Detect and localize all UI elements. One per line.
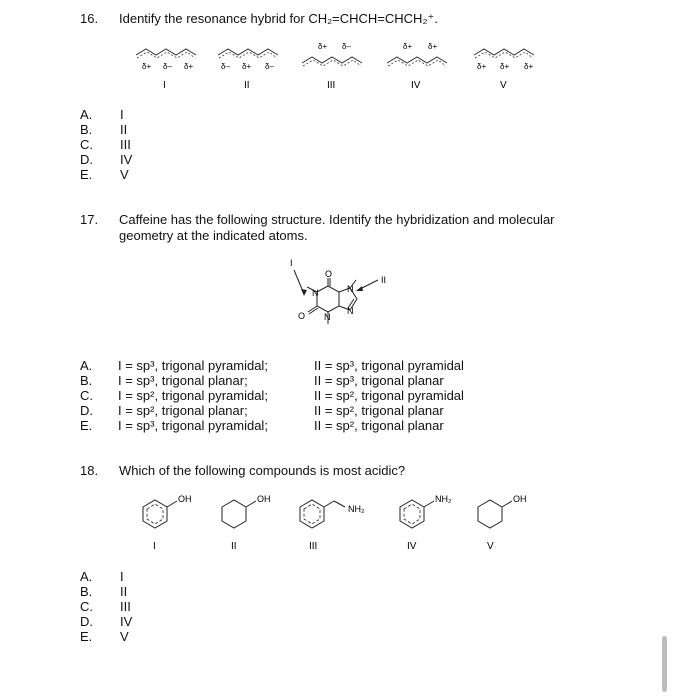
atom-n4: N xyxy=(347,306,354,316)
option-text: I xyxy=(120,107,124,122)
q18-options xyxy=(80,569,132,644)
option-col1: I = sp³, trigonal planar; xyxy=(118,373,248,388)
structure-1 xyxy=(136,49,196,91)
group-label: OH xyxy=(513,494,527,504)
structure-2 xyxy=(218,49,278,91)
delta-label: δ+ xyxy=(142,62,152,71)
compound-label: III xyxy=(309,541,318,552)
structure-label: III xyxy=(327,80,336,91)
option-text: II xyxy=(120,584,128,599)
option-letter: E. xyxy=(80,629,93,644)
arrow-label-2: II xyxy=(381,275,387,285)
option-letter: D. xyxy=(80,614,93,629)
q16-resonance-structures xyxy=(0,35,673,95)
q18-number: 18. xyxy=(80,463,99,478)
delta-label: δ+ xyxy=(428,42,438,51)
q18-compounds xyxy=(0,485,673,560)
option-letter: E. xyxy=(80,167,93,182)
compound-label: I xyxy=(153,541,156,552)
option-e[interactable] xyxy=(80,167,132,182)
compound-1 xyxy=(143,494,192,552)
atom-o-top: O xyxy=(325,269,333,279)
group-label: NH₂ xyxy=(348,504,365,514)
delta-label: δ+ xyxy=(318,42,328,51)
option-letter: D. xyxy=(80,403,93,418)
option-col2: II = sp³, trigonal pyramidal xyxy=(314,358,464,373)
option-col2: II = sp², trigonal pyramidal xyxy=(314,388,464,403)
atom-n1: N xyxy=(312,288,319,298)
option-d[interactable] xyxy=(80,614,132,629)
option-text: IV xyxy=(120,614,133,629)
option-col2: II = sp², trigonal planar xyxy=(314,403,444,418)
option-col2: II = sp³, trigonal planar xyxy=(314,373,444,388)
delta-label: δ– xyxy=(342,42,351,51)
structure-label: II xyxy=(244,80,250,91)
q16-options xyxy=(80,107,132,182)
option-col1: I = sp², trigonal pyramidal; xyxy=(118,388,268,403)
q17-number: 17. xyxy=(80,212,99,227)
option-letter: E. xyxy=(80,418,93,433)
option-letter: B. xyxy=(80,373,93,388)
caffeine-structure xyxy=(270,252,410,357)
option-c[interactable] xyxy=(80,599,132,614)
option-text: V xyxy=(120,167,129,182)
option-letter: A. xyxy=(80,569,93,584)
delta-label: δ+ xyxy=(403,42,413,51)
structure-label: V xyxy=(500,80,507,91)
option-b[interactable] xyxy=(80,373,464,388)
compound-label: V xyxy=(487,541,494,552)
option-c[interactable] xyxy=(80,137,132,152)
scrollbar-thumb[interactable] xyxy=(662,636,667,692)
option-text: IV xyxy=(120,152,133,167)
delta-label: δ+ xyxy=(184,62,194,71)
option-d[interactable] xyxy=(80,152,132,167)
structure-5 xyxy=(474,49,534,91)
compound-label: IV xyxy=(407,541,417,552)
delta-label: δ+ xyxy=(500,62,510,71)
option-col1: I = sp², trigonal planar; xyxy=(118,403,248,418)
atom-n3: N xyxy=(347,284,354,294)
compound-5 xyxy=(478,494,527,552)
delta-label: δ– xyxy=(265,62,274,71)
option-b[interactable] xyxy=(80,584,132,599)
delta-label: δ+ xyxy=(524,62,534,71)
option-a[interactable] xyxy=(80,569,132,584)
structure-label: I xyxy=(163,80,166,91)
option-text: V xyxy=(120,629,129,644)
atom-n2: N xyxy=(324,312,331,322)
q17-prompt xyxy=(119,212,599,244)
q18-prompt: Which of the following compounds is most acidic? xyxy=(119,463,406,478)
q17-prompt-line1: Caffeine has the following structure. Identify the hybridization and molecular xyxy=(119,212,555,227)
q16-number: 16. xyxy=(80,11,99,26)
delta-label: δ+ xyxy=(477,62,487,71)
group-label: OH xyxy=(178,494,192,504)
option-letter: C. xyxy=(80,388,93,403)
option-letter: B. xyxy=(80,584,93,599)
option-a[interactable] xyxy=(80,358,464,373)
arrow-label-1: I xyxy=(290,258,293,268)
option-text: III xyxy=(120,599,131,614)
option-letter: D. xyxy=(80,152,93,167)
q17-options xyxy=(80,358,464,433)
delta-label: δ+ xyxy=(242,62,252,71)
option-letter: B. xyxy=(80,122,93,137)
structure-3 xyxy=(302,42,362,91)
q17-prompt-line2: geometry at the indicated atoms. xyxy=(119,228,308,243)
option-col1: I = sp³, trigonal pyramidal; xyxy=(118,358,268,373)
option-e[interactable] xyxy=(80,629,132,644)
option-letter: A. xyxy=(80,107,93,122)
q16-prompt: Identify the resonance hybrid for CH₂=CHCH=CHCH₂⁺. xyxy=(119,11,438,26)
option-letter: A. xyxy=(80,358,93,373)
option-letter: C. xyxy=(80,137,93,152)
option-text: III xyxy=(120,137,131,152)
compound-label: II xyxy=(231,541,237,552)
delta-label: δ– xyxy=(163,62,172,71)
option-col1: I = sp³, trigonal pyramidal; xyxy=(118,418,268,433)
option-col2: II = sp², trigonal planar xyxy=(314,418,444,433)
option-text: I xyxy=(120,569,124,584)
option-b[interactable] xyxy=(80,122,132,137)
structure-4 xyxy=(387,42,447,91)
group-label: OH xyxy=(257,494,271,504)
compound-4 xyxy=(400,494,452,552)
option-text: II xyxy=(120,122,128,137)
group-label: NH₂ xyxy=(435,494,452,504)
option-a[interactable] xyxy=(80,107,132,122)
compound-3 xyxy=(300,500,365,552)
option-d[interactable] xyxy=(80,403,464,418)
delta-label: δ– xyxy=(221,62,230,71)
option-letter: C. xyxy=(80,599,93,614)
option-e[interactable] xyxy=(80,418,464,433)
option-c[interactable] xyxy=(80,388,464,403)
structure-label: IV xyxy=(411,80,421,91)
compound-2 xyxy=(222,494,271,552)
atom-o-left: O xyxy=(298,311,306,321)
